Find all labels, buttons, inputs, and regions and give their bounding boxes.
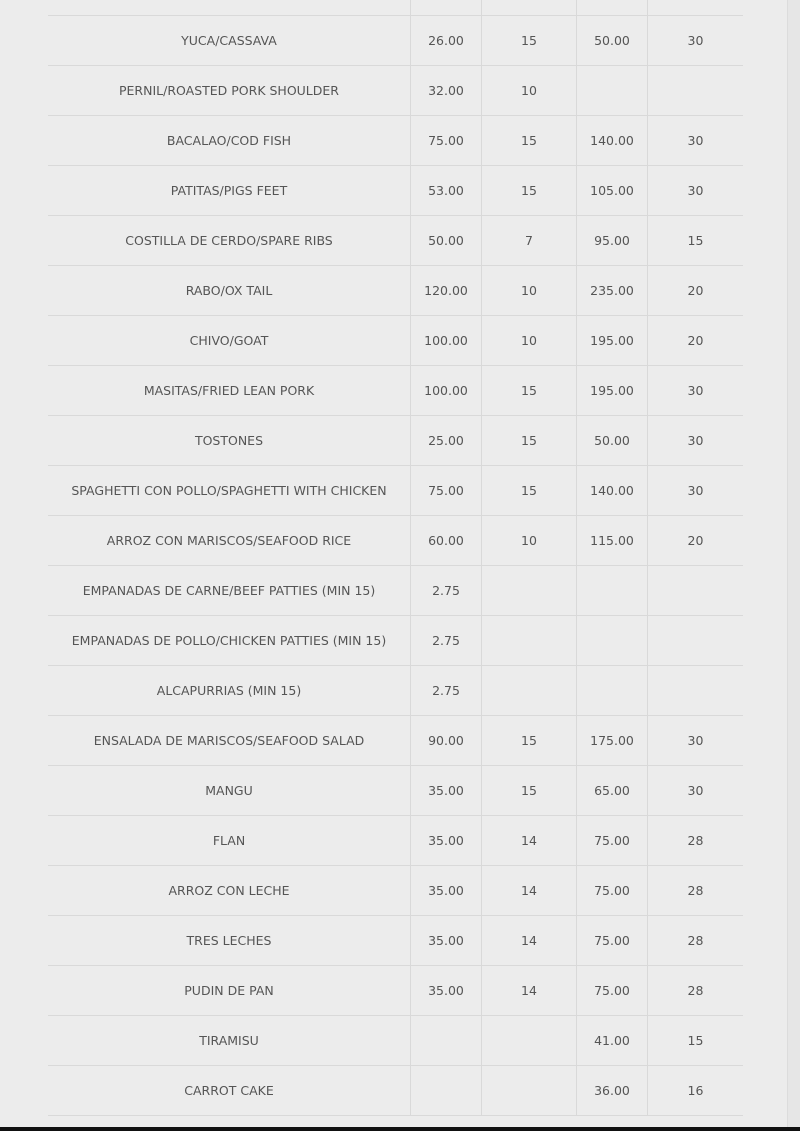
item-name-cell: ARROZ CON LECHE	[48, 866, 411, 916]
full-tray-serves-cell: 28	[648, 966, 744, 1016]
half-tray-price-cell: 100.00	[411, 366, 482, 416]
half-tray-serves-cell: 15	[482, 416, 577, 466]
half-tray-serves-cell: 15	[482, 766, 577, 816]
full-tray-price-cell: 95.00	[577, 216, 648, 266]
half-tray-price-cell: 75.00	[411, 116, 482, 166]
table-row	[48, 616, 743, 666]
item-name-cell: CHIVO/GOAT	[48, 316, 411, 366]
full-tray-price-cell: 50.00	[577, 416, 648, 466]
full-tray-price-cell: 115.00	[577, 516, 648, 566]
full-tray-serves-cell: 30	[648, 766, 744, 816]
half-tray-serves-cell	[482, 1066, 577, 1116]
half-tray-price-cell: 2.75	[411, 616, 482, 666]
table-row	[48, 816, 743, 866]
full-tray-serves-cell	[648, 0, 744, 16]
half-tray-serves-cell: 15	[482, 166, 577, 216]
full-tray-price-cell: 41.00	[577, 1016, 648, 1066]
full-tray-serves-cell: 30	[648, 716, 744, 766]
full-tray-serves-cell: 30	[648, 416, 744, 466]
item-name-cell: EMPANADAS DE POLLO/CHICKEN PATTIES (MIN 15)	[48, 616, 411, 666]
item-name-cell: ARROZ CON MARISCOS/SEAFOOD RICE	[48, 516, 411, 566]
item-name-cell: YUCA/CASSAVA	[48, 16, 411, 66]
full-tray-price-cell: 75.00	[577, 966, 648, 1016]
half-tray-price-cell: 100.00	[411, 316, 482, 366]
bottom-edge-bar	[0, 1127, 800, 1131]
item-name-cell	[48, 0, 411, 16]
table-row	[48, 16, 743, 66]
full-tray-serves-cell: 28	[648, 916, 744, 966]
table-row	[48, 116, 743, 166]
item-name-cell: ALCAPURRIAS (MIN 15)	[48, 666, 411, 716]
half-tray-serves-cell: 14	[482, 966, 577, 1016]
half-tray-serves-cell: 15	[482, 466, 577, 516]
full-tray-serves-cell	[648, 66, 744, 116]
half-tray-price-cell: 60.00	[411, 516, 482, 566]
half-tray-serves-cell: 15	[482, 16, 577, 66]
full-tray-price-cell: 75.00	[577, 916, 648, 966]
item-name-cell: PUDIN DE PAN	[48, 966, 411, 1016]
table-row	[48, 966, 743, 1016]
full-tray-serves-cell: 16	[648, 1066, 744, 1116]
scrollbar-track[interactable]	[787, 0, 800, 1127]
half-tray-serves-cell: 15	[482, 116, 577, 166]
item-name-cell: MASITAS/FRIED LEAN PORK	[48, 366, 411, 416]
half-tray-serves-cell: 10	[482, 66, 577, 116]
table-row	[48, 266, 743, 316]
half-tray-serves-cell: 15	[482, 716, 577, 766]
full-tray-price-cell	[577, 666, 648, 716]
half-tray-price-cell	[411, 1066, 482, 1116]
half-tray-price-cell: 35.00	[411, 816, 482, 866]
half-tray-price-cell: 50.00	[411, 216, 482, 266]
table-row	[48, 1066, 743, 1116]
catering-menu-table	[48, 0, 743, 1116]
item-name-cell: EMPANADAS DE CARNE/BEEF PATTIES (MIN 15)	[48, 566, 411, 616]
item-name-cell: COSTILLA DE CERDO/SPARE RIBS	[48, 216, 411, 266]
full-tray-price-cell: 195.00	[577, 366, 648, 416]
full-tray-price-cell: 75.00	[577, 866, 648, 916]
table-row	[48, 466, 743, 516]
table-row	[48, 666, 743, 716]
table-row	[48, 566, 743, 616]
full-tray-serves-cell: 28	[648, 816, 744, 866]
full-tray-price-cell	[577, 0, 648, 16]
half-tray-price-cell: 26.00	[411, 16, 482, 66]
half-tray-serves-cell: 10	[482, 516, 577, 566]
half-tray-price-cell: 90.00	[411, 716, 482, 766]
item-name-cell: PATITAS/PIGS FEET	[48, 166, 411, 216]
half-tray-price-cell	[411, 0, 482, 16]
item-name-cell: SPAGHETTI CON POLLO/SPAGHETTI WITH CHICKEN	[48, 466, 411, 516]
half-tray-price-cell: 120.00	[411, 266, 482, 316]
full-tray-serves-cell: 28	[648, 866, 744, 916]
full-tray-price-cell: 36.00	[577, 1066, 648, 1116]
half-tray-serves-cell: 10	[482, 316, 577, 366]
half-tray-serves-cell: 15	[482, 366, 577, 416]
item-name-cell: CARROT CAKE	[48, 1066, 411, 1116]
full-tray-serves-cell: 20	[648, 316, 744, 366]
full-tray-serves-cell: 30	[648, 166, 744, 216]
half-tray-price-cell: 53.00	[411, 166, 482, 216]
half-tray-price-cell: 75.00	[411, 466, 482, 516]
table-row	[48, 316, 743, 366]
item-name-cell: MANGU	[48, 766, 411, 816]
full-tray-price-cell: 50.00	[577, 16, 648, 66]
full-tray-serves-cell	[648, 616, 744, 666]
half-tray-price-cell: 35.00	[411, 766, 482, 816]
table-row	[48, 1016, 743, 1066]
full-tray-serves-cell: 20	[648, 516, 744, 566]
half-tray-price-cell: 2.75	[411, 566, 482, 616]
half-tray-serves-cell: 10	[482, 266, 577, 316]
full-tray-price-cell	[577, 566, 648, 616]
full-tray-price-cell: 105.00	[577, 166, 648, 216]
table-row	[48, 516, 743, 566]
item-name-cell: ENSALADA DE MARISCOS/SEAFOOD SALAD	[48, 716, 411, 766]
item-name-cell: TOSTONES	[48, 416, 411, 466]
half-tray-price-cell: 35.00	[411, 966, 482, 1016]
half-tray-serves-cell: 14	[482, 866, 577, 916]
full-tray-price-cell: 140.00	[577, 466, 648, 516]
full-tray-serves-cell: 30	[648, 366, 744, 416]
table-row	[48, 0, 743, 16]
menu-table-body	[48, 0, 743, 1116]
item-name-cell: TRES LECHES	[48, 916, 411, 966]
half-tray-serves-cell	[482, 616, 577, 666]
table-row	[48, 416, 743, 466]
full-tray-price-cell: 235.00	[577, 266, 648, 316]
full-tray-serves-cell	[648, 666, 744, 716]
table-row	[48, 766, 743, 816]
full-tray-price-cell	[577, 616, 648, 666]
full-tray-serves-cell: 30	[648, 116, 744, 166]
full-tray-serves-cell: 30	[648, 16, 744, 66]
item-name-cell: TIRAMISU	[48, 1016, 411, 1066]
half-tray-serves-cell: 14	[482, 816, 577, 866]
item-name-cell: FLAN	[48, 816, 411, 866]
item-name-cell: BACALAO/COD FISH	[48, 116, 411, 166]
full-tray-price-cell	[577, 66, 648, 116]
table-row	[48, 366, 743, 416]
half-tray-serves-cell: 14	[482, 916, 577, 966]
half-tray-price-cell: 2.75	[411, 666, 482, 716]
half-tray-serves-cell	[482, 666, 577, 716]
half-tray-serves-cell	[482, 0, 577, 16]
table-row	[48, 216, 743, 266]
half-tray-serves-cell	[482, 1016, 577, 1066]
table-row	[48, 866, 743, 916]
full-tray-price-cell: 175.00	[577, 716, 648, 766]
full-tray-serves-cell: 30	[648, 466, 744, 516]
table-row	[48, 66, 743, 116]
half-tray-price-cell: 25.00	[411, 416, 482, 466]
full-tray-serves-cell: 15	[648, 1016, 744, 1066]
table-row	[48, 716, 743, 766]
table-row	[48, 916, 743, 966]
item-name-cell: RABO/OX TAIL	[48, 266, 411, 316]
half-tray-serves-cell: 7	[482, 216, 577, 266]
full-tray-serves-cell: 15	[648, 216, 744, 266]
item-name-cell: PERNIL/ROASTED PORK SHOULDER	[48, 66, 411, 116]
half-tray-price-cell: 35.00	[411, 866, 482, 916]
half-tray-price-cell	[411, 1016, 482, 1066]
half-tray-price-cell: 32.00	[411, 66, 482, 116]
full-tray-serves-cell: 20	[648, 266, 744, 316]
full-tray-serves-cell	[648, 566, 744, 616]
full-tray-price-cell: 195.00	[577, 316, 648, 366]
table-row	[48, 166, 743, 216]
full-tray-price-cell: 75.00	[577, 816, 648, 866]
full-tray-price-cell: 65.00	[577, 766, 648, 816]
full-tray-price-cell: 140.00	[577, 116, 648, 166]
half-tray-price-cell: 35.00	[411, 916, 482, 966]
half-tray-serves-cell	[482, 566, 577, 616]
